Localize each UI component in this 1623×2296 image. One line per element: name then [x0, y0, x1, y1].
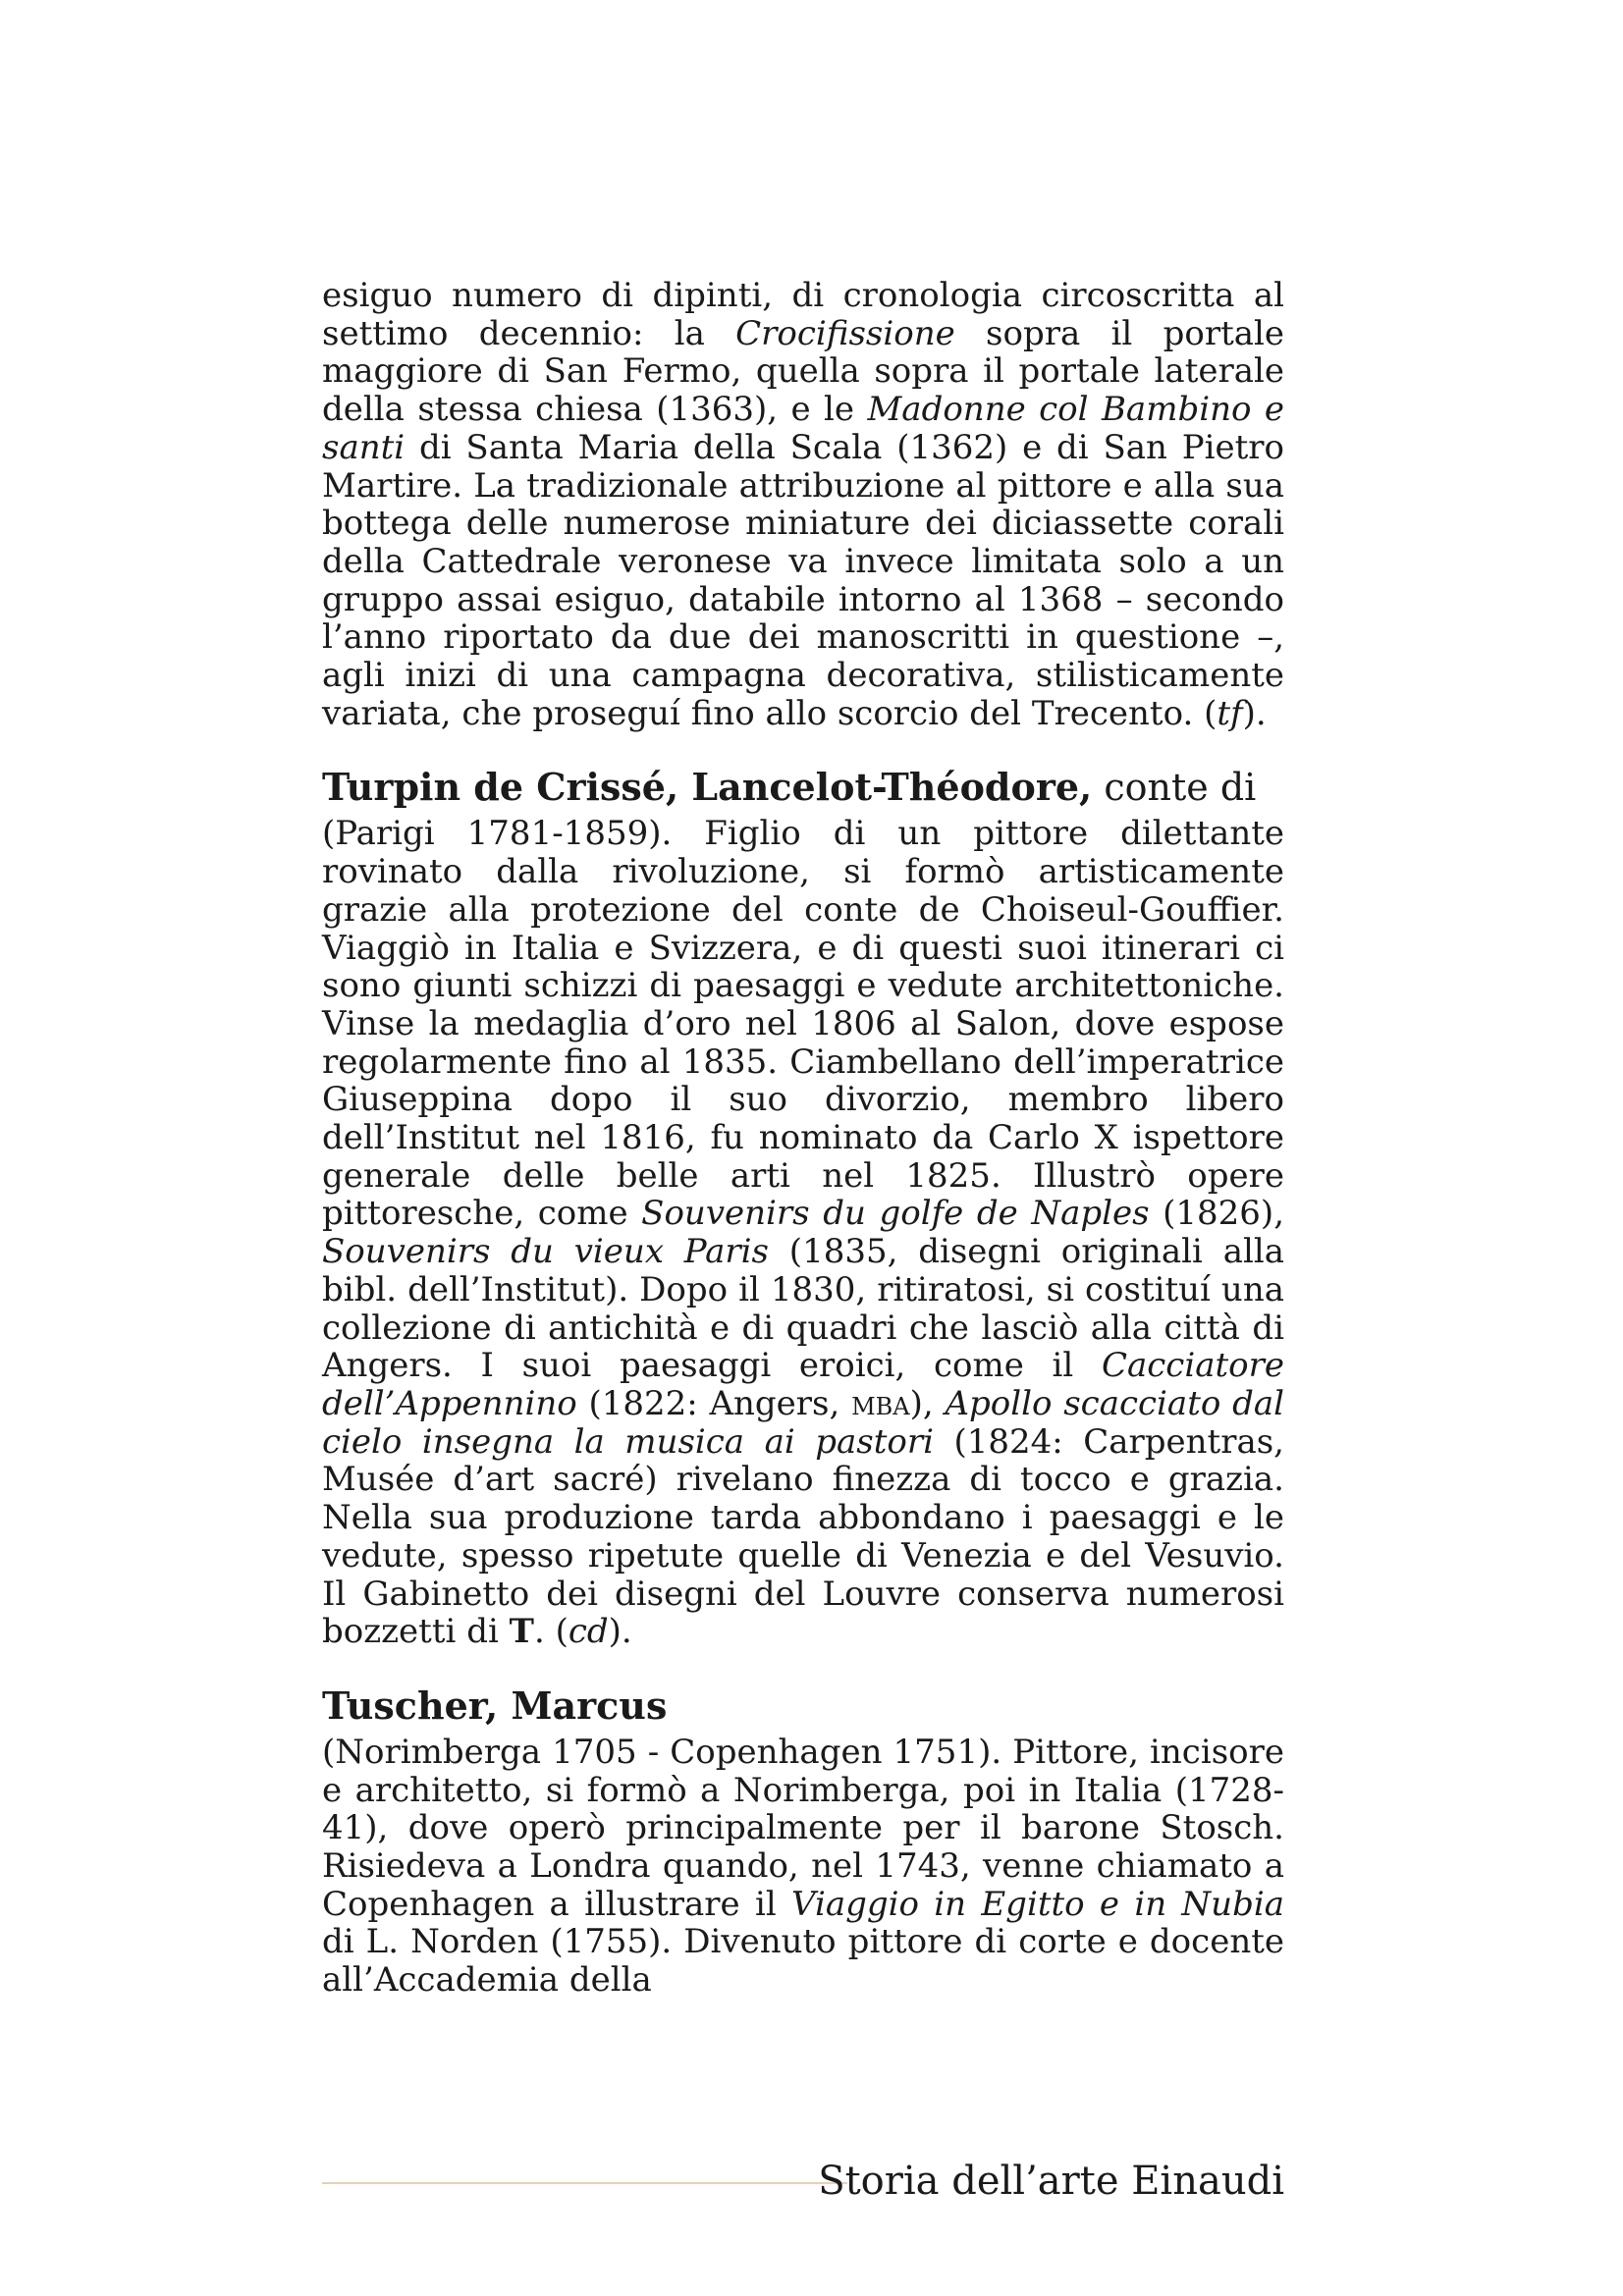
text-run: di L. Norden (1755). Divenuto pittore di corte e docente all’Accademia della: [322, 1922, 1284, 2001]
text-run: ).: [1242, 693, 1267, 733]
text-run: di Santa Maria della Scala (1362) e di San Pietro Martire. La tradizionale attribuzione al pittore e alla sua bottega delle numerose miniature dei diciassette corali della Cattedrale veronese va invece limitata solo a un gruppo assai esiguo, databile intorno al 1368 – secondo l’anno riportato da due dei manoscritti in questione –, agli inizi di una campagna decorativa, stilisticamente variata, che proseguí fino allo scorcio del Trecento. (: [322, 427, 1284, 733]
headword-suffix: conte di: [1092, 766, 1257, 810]
italic-title: Madonne col Bambino e santi: [322, 390, 1284, 467]
entry-turpin-body: [322, 815, 1284, 1650]
headword-name: Tuscher, Marcus: [322, 1682, 668, 1728]
footer-title: Storia dell’arte Einaudi: [818, 2159, 1284, 2204]
headword-tuscher: [322, 1684, 1284, 1728]
author-initials: tf: [1217, 693, 1243, 733]
italic-title: Crocifissione: [735, 313, 955, 353]
headword-turpin: [322, 766, 1284, 809]
text-run: ),: [909, 1383, 946, 1423]
italic-title: Cacciatore dell’Appennino: [322, 1346, 1284, 1423]
text-run: . (: [533, 1612, 568, 1652]
text-run: esiguo numero di dipinti, di cronologia circoscritta al settimo decennio: la: [322, 276, 1284, 353]
text-run: (1826),: [1149, 1194, 1285, 1234]
text-run: (Norimberga 1705 - Copenhagen 1751). Pittore, incisore e architetto, si formò a Norimberga, poi in Italia (1728-41), dove operò principalmente per il barone Stosch. Risiedeva a Londra quando, nel 1743, venne chiamato a Copenhagen a illustrare il: [322, 1732, 1284, 1924]
headword-name: Turpin de Crissé, Lancelot-Théodore,: [322, 765, 1093, 810]
text-run: (Parigi 1781-1859). Figlio di un pittore dilettante rovinato dalla rivoluzione, si formò artisticamente grazie alla protezione del conte de Choiseul-Gouffier. Viaggiò in Italia e Svizzera, e di questi suoi itinerari ci sono giunti schizzi di paesaggi e vedute architettoniche. Vinse la medaglia d’oro nel 1806 al Salon, dove espose regolarmente fino al 1835. Ciambellano dell’imperatrice Giuseppina dopo il suo divorzio, membro libero dell’Institut nel 1816, fu nominato da Carlo X ispettore generale delle belle arti nel 1825. Illustrò opere pittoresche, come: [322, 814, 1284, 1234]
bold-abbr: T: [509, 1612, 534, 1652]
entry-tuscher-body: [322, 1734, 1284, 2000]
entry-tomaso-continuation: [322, 277, 1284, 732]
footer-rule: [322, 2182, 847, 2184]
italic-title: Souvenirs du vieux Paris: [322, 1232, 769, 1272]
page-body: [322, 277, 1284, 2000]
italic-title: Souvenirs du golfe de Naples: [641, 1194, 1150, 1234]
text-run: (1822: Angers,: [576, 1383, 852, 1423]
author-initials: cd: [568, 1612, 609, 1652]
text-run: (1824: Carpentras, Musée d’art sacré) rivelano finezza di tocco e grazia. Nella sua produzione tarda abbondano i paesaggi e le vedute, spesso ripetute quelle di Venezia e del Vesuvio. Il Gabinetto dei disegni del Louvre conserva numerosi bozzetti di: [322, 1421, 1284, 1652]
text-run: (1835, disegni originali alla bibl. dell’Institut). Dopo il 1830, ritiratosi, si costituí una collezione di antichità e di quadri che lasciò alla città di Angers. I suoi paesaggi eroici, come il: [322, 1232, 1284, 1386]
italic-title: Viaggio in Egitto e in Nubia: [791, 1884, 1284, 1924]
text-run: ).: [608, 1612, 632, 1652]
small-caps-abbr: mba: [851, 1383, 910, 1423]
text-run: sopra il portale maggiore di San Fermo, quella sopra il portale laterale della stessa chiesa (1363), e le: [322, 313, 1284, 430]
italic-title: Apollo scacciato dal cielo insegna la musica ai pastori: [322, 1383, 1285, 1462]
